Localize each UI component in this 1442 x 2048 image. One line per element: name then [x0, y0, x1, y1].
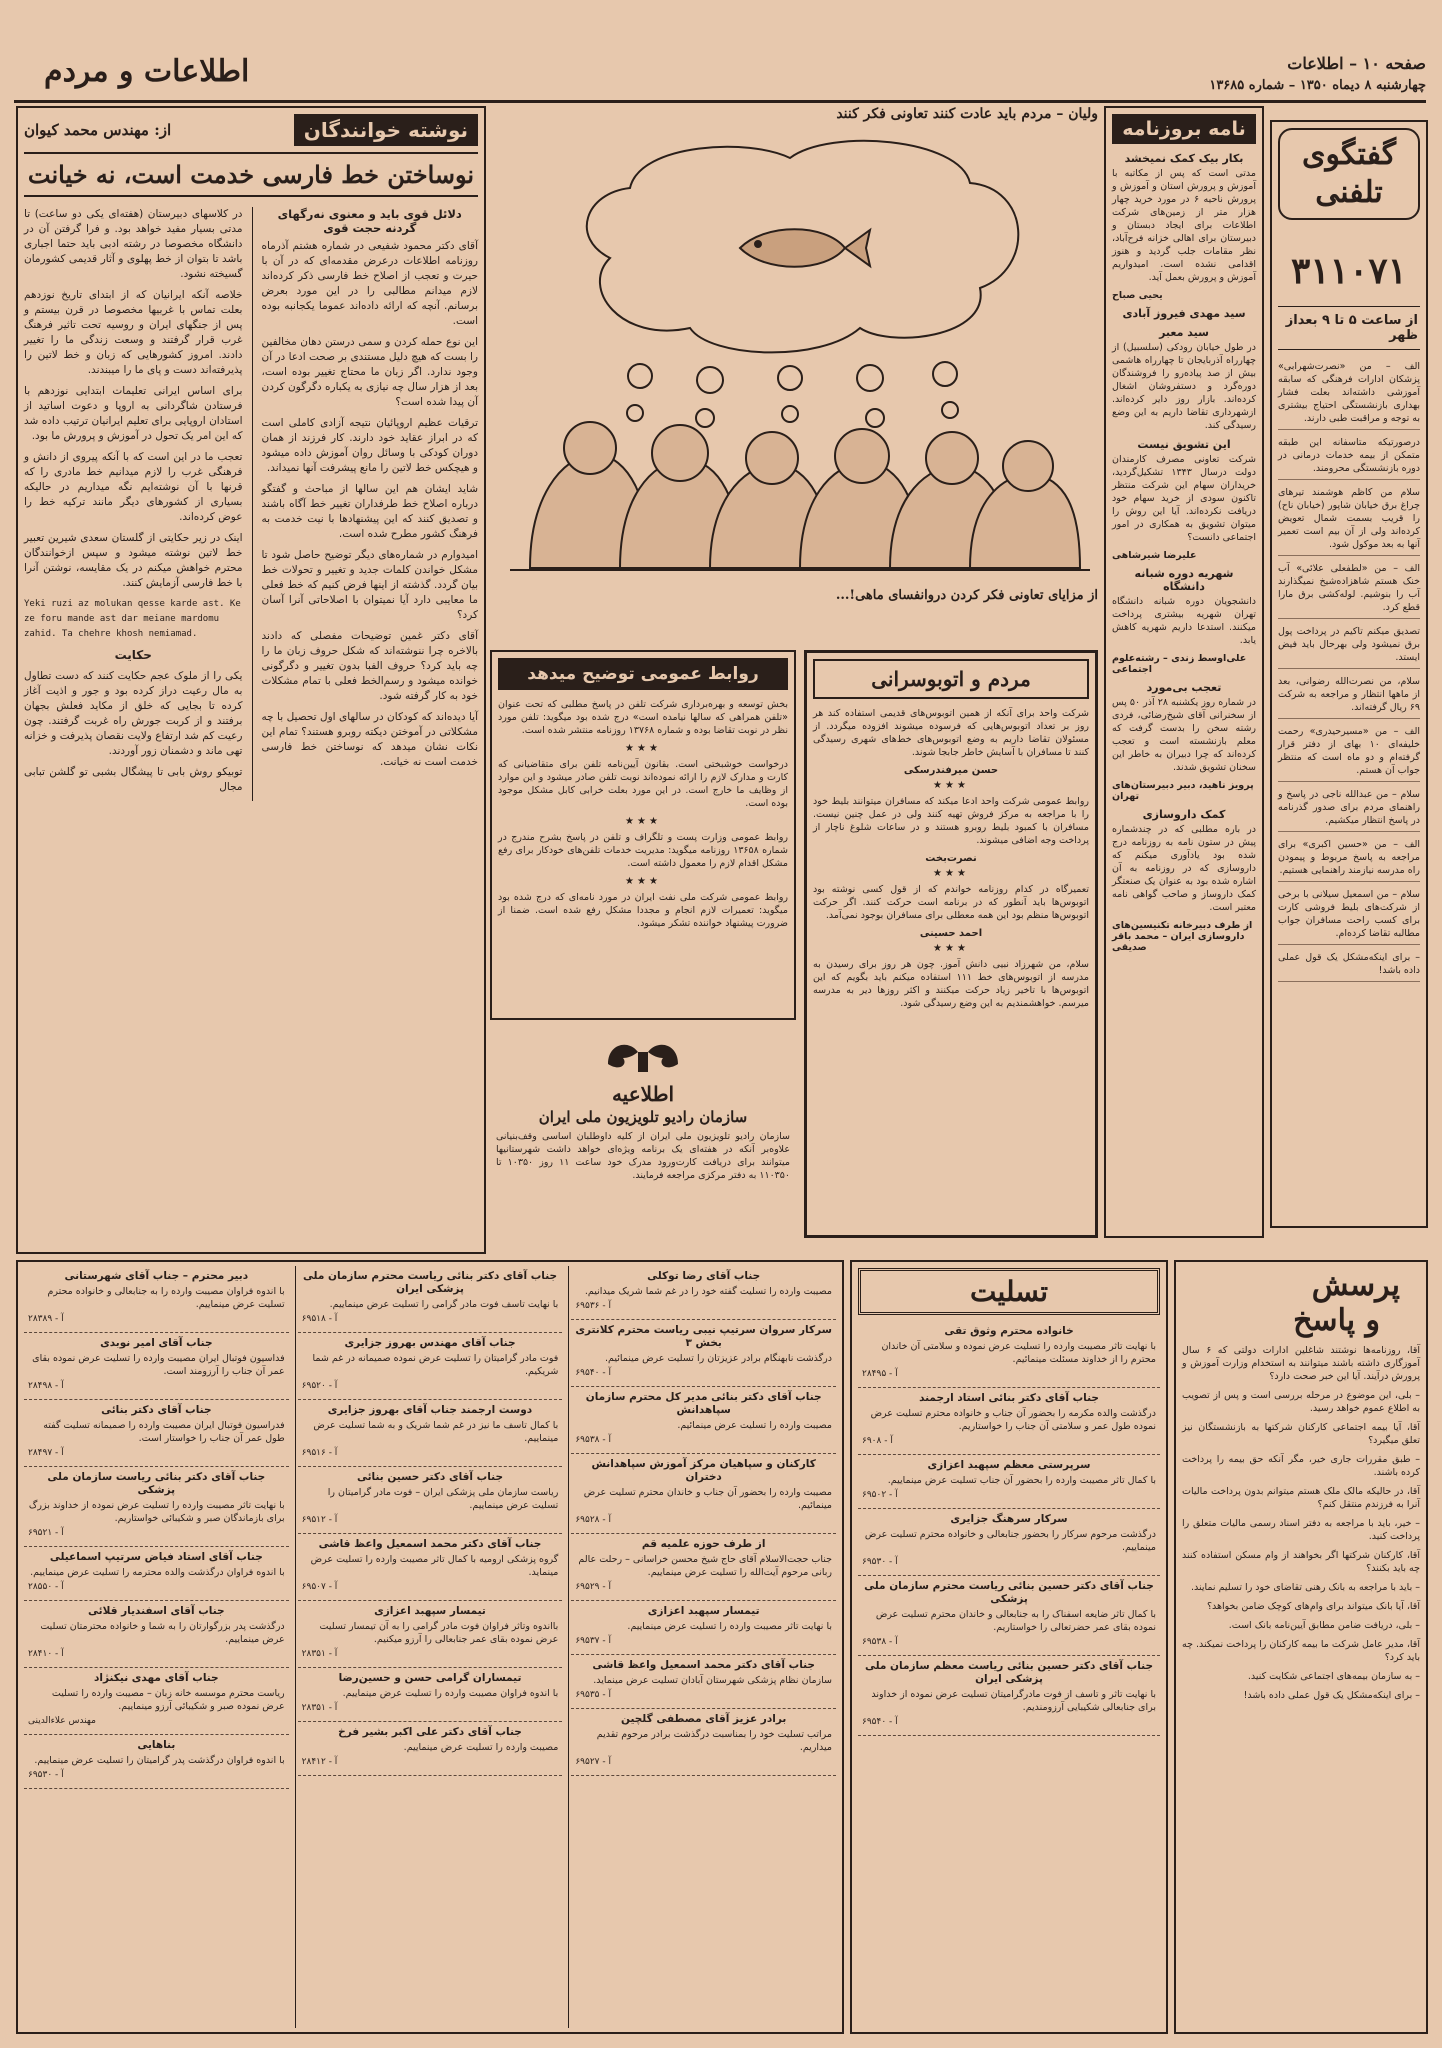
condolence-notice — [24, 1601, 289, 1668]
notice-body: با اندوه فراوان درگذشت پدر گرامیتان را تسلیت عرض مینماییم. — [34, 1755, 285, 1766]
notice-reference: آ - ۲۸۳۸۹ — [27, 1314, 64, 1324]
letter-section — [1112, 808, 1256, 953]
notice-heading: جناب آقای دکتر بنائی مدیر کل محترم سازمان سپاهدانش — [585, 1391, 822, 1416]
notice-reference: آ - ۶۹۵۳۶ — [575, 1301, 611, 1311]
qa-title-line2: و پاسخ — [1293, 1303, 1380, 1338]
notice-body: با اندوه فراوان درگذشت والده محترمه را تسلیت عرض مینماییم. — [30, 1567, 285, 1578]
notice-body: با نهایت تاثر مصیبت وارده را تسلیت عرض مینماییم. — [627, 1621, 832, 1632]
separator-stars: ★★★ — [625, 743, 661, 754]
letter-heading: کمک داروسازی — [1142, 808, 1226, 821]
notice-heading: جناب آقای مهندس بهروز جزایری — [344, 1337, 516, 1349]
notice-body: درگذشت پدر بزرگوارتان را به شما و خانواده محترمتان تسلیت عرض مینماییم. — [40, 1621, 285, 1645]
notice-body: درگذشت والده مکرمه را بحضور آن جناب و خانواده محترم تسلیت عرض نموده طول عمر و سلامتی آن جناب را خواستاریم. — [870, 1408, 1156, 1432]
phone-items — [1278, 360, 1420, 982]
letter-section — [1112, 152, 1256, 301]
qa-item: آقا، در حالیکه مالک ملک هستم میتوانم بدون پرداخت مالیات آنرا به فرزندم منتقل کنم؟ — [1182, 1486, 1420, 1510]
notice-heading: جناب آقای دکتر حسین بنائی — [356, 1471, 504, 1483]
condolence-notice — [571, 1601, 836, 1655]
qa-item: – به سازمان بیمه‌های اجتماعی شکایت کنید. — [1247, 1671, 1420, 1682]
condolence-notice — [858, 1321, 1160, 1388]
separator-stars: ★★★ — [933, 868, 969, 879]
phone-item: الف – من «حسین اکبری» برای مراجعه به پاسخ مربوط و پیمودن راه مدرسه نیازمند راهنمایی هستیم. — [1278, 838, 1420, 882]
reader-paragraph: امیدوارم در شماره‌های دیگر توضیح حاصل شود تا مشکل خواندن کلمات جدید و تغییر و تحولات خط بیان گردد. گذشته از اینها فرض کنیم که خط فعلی ما معایبی دارد آیا نمیتوان با اصلاحاتی آنرا آسان کرد؟ — [261, 549, 478, 621]
notice-body: مراتب تسلیت خود را بمناسبت درگذشت برادر مرحوم تقدیم میداریم. — [596, 1729, 832, 1753]
qa-item: – طبق مقررات جاری خیر، مگر آنکه حق بیمه را پرداخت کرده باشند. — [1182, 1454, 1420, 1478]
notice-body: جناب حجت‌الاسلام آقای حاج شیخ محسن خراسانی – رحلت عالم ربانی مرحوم آیت‌الله را تسلیت عرض مینماییم. — [578, 1554, 832, 1578]
letter-signature: پرویز ناهید، دبیر دبیرستان‌های تهران — [1112, 780, 1254, 802]
notice-reference: آ - ۶۹۵۲۱ — [27, 1528, 64, 1538]
letter-section — [1112, 567, 1256, 675]
notice-reference: آ - ۶۹۵۴۰ — [862, 1717, 898, 1727]
notice-body: درگذشت نابهنگام برادر عزیزتان را تسلیت عرض مینمائیم. — [604, 1353, 832, 1364]
notice-heading: تیمساران گرامی حسن و حسین‌رضا — [338, 1672, 522, 1684]
letter-signature: علی‌اوسط زندی – رشته‌علوم اجتماعی — [1112, 653, 1247, 675]
reader-paragraph: خلاصه آنکه ایرانیان که از ابتدای تاریخ نوزدهم بعلت تماس با غربیها مخصوصا در قرن بیستم و پس از جنگهای ایران و روسیه تحت تاثیر فرهنگ غرب قرار گرفتند و وسعت زندگی ما را تغییر دادند. امروز کشورهایی که زبان و خط لاتین را پذیرفته‌اند دست و پای ما را میبندند. — [24, 289, 243, 376]
condolence-notice — [571, 1266, 836, 1320]
condolence-notices — [858, 1321, 1160, 1736]
bus-items — [813, 707, 1089, 1010]
condolence-notice — [571, 1320, 836, 1387]
phone-item: الف – من «مسیرحیدری» رحمت خلیفه‌ای ۱۰ بهای از دفتر قرار گرفته‌ام و دو ماه است که منتظر جواب آن هستم. — [1278, 725, 1420, 782]
phone-item: سلام، من نصرت‌الله رضوانی، بعد از ماهها انتظار و مراجعه به شرکت ۶۹ ریال گرفته‌اند. — [1278, 675, 1420, 719]
reader-headline: نوساختن خط فارسی خدمت است، نه خیانت — [24, 152, 478, 197]
qa-title-line1: پرسش — [1311, 1268, 1400, 1303]
reader-columns — [24, 207, 478, 801]
notice-reference: آ - ۶۹۵۰۷ — [301, 1582, 338, 1592]
notice-reference: آ - ۲۸۴۱۲ — [301, 1757, 338, 1767]
notice-reference: آ - ۶۹۵۳۵ — [575, 1690, 611, 1700]
notice-heading: از طرف حوزه علمیه قم — [641, 1538, 766, 1550]
qa-item: آقا، آیا بیمه اجتماعی کارکنان شرکتها به بازنشستگان نیز تعلق میگیرد؟ — [1182, 1422, 1420, 1446]
separator-stars: ★★★ — [933, 943, 969, 954]
notice-reference: مهندس علاءالدینی — [27, 1716, 96, 1726]
letter-section — [1112, 438, 1256, 561]
notice-heading: خانواده محترم وثوق تقی — [944, 1325, 1074, 1337]
condolence-notice — [571, 1454, 836, 1534]
notice-body: ریاست سازمان ملی پزشکی ایران – فوت مادر گرامیتان را تسلیت عرض مینماییم. — [327, 1487, 559, 1511]
reader-paragraph: یکی را از ملوک عجم حکایت کنند که دست تطاول به مال رعیت دراز کرده بود و جور و اذیت آغاز کرده تا بجایی که خلق از مکاید فعلش بجهان برفتند و از کربت جورش راه غربت گرفتند. چون رعیت کم شد ارتفاع ولایت نقصان پذیرفت و خزانه تهی ماند و دشمنان زور آوردند. — [24, 670, 243, 757]
reader-paragraph: آیا دیده‌اند که کودکان در سالهای اول تحصیل با چه مشکلاتی در آموختن دیکته روبرو هستند؟ تمام این نکات نشان میدهد که نوساختن خط فارسی خدمت است نه خیانت. — [261, 711, 478, 768]
notice-reference: آ - ۶۹۰۸ — [862, 1436, 893, 1446]
notice-reference: آ - ۲۸۳۵۱ — [301, 1703, 338, 1713]
notice-body: مصیبت وارده را تسلیت عرض مینمائیم. — [677, 1420, 832, 1431]
notice-heading: کارکنان و سپاهیان مرکز آموزش سپاهدانش دختران — [591, 1458, 816, 1483]
notice-body: با اندوه فراوان مصیبت وارده را تسلیت عرض مینماییم. — [342, 1688, 559, 1699]
letter-heading: سید مهدی فیروز آبادی — [1122, 307, 1246, 320]
bus-item: روابط عمومی شرکت واحد ادعا میکند که مسافران میتوانند بلیط خود را با مراجعه به مرکز فروش تهیه کنند ولی در عمل چنین نیست. مسافران با کمبود بلیط روبرو هستند و در ساعات شلوغ ناچار از پرداخت وجه اضافی میشوند. — [813, 796, 1089, 846]
condolence-notice — [298, 1333, 563, 1400]
notice-reference: آ - ۶۹۵۲۹ — [575, 1582, 611, 1592]
letter-heading: بکار بیک کمک نمیخشد — [1124, 152, 1244, 165]
notice-reference: آ - ۶۹۵۱۸ — [301, 1314, 338, 1324]
notice-heading: برادر عزیز آقای مصطفی گلچین — [621, 1713, 787, 1725]
notice-body: درگذشت مرحوم سرکار را بحضور جنابعالی و خانواده محترم تسلیت عرض مینماییم. — [864, 1529, 1156, 1553]
qa-item: آقا، کارکنان شرکتها اگر بخواهند از وام مسکن استفاده کنند چه باید بکنند؟ — [1182, 1550, 1420, 1574]
letter-body: در طول خیابان رودکی (سلسبیل) از چهارراه آذربایجان تا چهارراه هاشمی بیش از صد پیاده‌رو را فروشندگان دوره‌گرد و دستفروشان اشغال کرده‌اند. بازار روز دایر کرده‌اند. ازشهرداری تقاضا داریم به این وضع رسیدگی کند. — [1112, 342, 1256, 431]
reader-left-col — [24, 207, 242, 801]
phone-number: ۳۱۱۰۷۱ — [1290, 250, 1407, 292]
phone-item: الف – من «لطفعلی علائی» آب خنک هستم شاهزاده‌شیخ نمیگذارند آب را بنوشیم. لوله‌کشی برق مارا قطع کرد. — [1278, 562, 1420, 619]
notice-body: گروه پزشکی ارومیه با کمال تاثر مصیبت وارده را تسلیت عرض مینماید. — [310, 1554, 559, 1578]
condolences-grid — [16, 1260, 844, 2034]
notice-heading: دوست ارجمند جناب آقای بهروز جزایری — [327, 1404, 533, 1416]
reader-paragraph: توبیکو روش بابی تا پیشگال بشبی تو گلشن تبابی مجال — [24, 766, 243, 793]
notice-reference: آ - ۲۸۵۵۰ — [27, 1582, 64, 1592]
condolence-notice — [571, 1387, 836, 1454]
condolence-notice — [571, 1709, 836, 1776]
condolence-notice — [858, 1388, 1160, 1455]
letter-body: دانشجویان دوره شبانه دانشگاه تهران شهریه بیشتری پرداخت میکنند. استدعا داریم شهریه کاهش یابد. — [1112, 596, 1256, 646]
letters-title: نامه بروزنامه — [1112, 114, 1256, 144]
notice-body: با نهایت تاثر مصیبت وارده را تسلیت عرض نموده از خداوند بزرگ برای بازماندگان صبر و شکیبائی خواستاریم. — [28, 1500, 285, 1524]
notice-body: مصیبت وارده را بحضور آن جناب و خاندان محترم تسلیت عرض مینمائیم. — [583, 1487, 832, 1511]
notice-body: فداسیون فوتبال ایران مصیبت وارده را تسلیت عرض نموده بقای عمر آن جناب را آرزومند است. — [32, 1353, 285, 1377]
notice-heading: جناب آقای دکتر بنائی — [101, 1404, 212, 1416]
notice-heading: جناب آقای دکتر محمد اسمعیل واعظ قاشی — [318, 1538, 542, 1550]
condolence-notice — [298, 1534, 563, 1601]
letters-column — [1104, 106, 1264, 1238]
letter-signature: یحیی صباح — [1112, 290, 1163, 301]
notice-reference: آ - ۶۹۵۳۸ — [862, 1637, 898, 1647]
pr-item: روابط عمومی وزارت پست و تلگراف و تلفن در پاسخ بشرح مندرج در شماره ۱۳۶۵۸ روزنامه میگوید: مدیریت خدمات تلفن‌های خودکار برای رفع مشکل اقدام لازم را معمول داشته است. — [498, 832, 788, 869]
qa-item: آقا، آیا بانک میتواند برای وام‌های کوچک ضامن بخواهد؟ — [1206, 1601, 1420, 1612]
qa-item: – بلی، این موضوع در مرحله بررسی است و پس از تصویب به اطلاع عموم خواهد رسید. — [1182, 1390, 1420, 1414]
notice-reference: آ - ۶۹۵۲۸ — [575, 1515, 611, 1525]
notice-heading: جناب آقای دکتر حسین بنائی ریاست محترم سازمان ملی پزشکی — [864, 1580, 1154, 1605]
cartoon-caption: از مزایای تعاونی فکر کردن دروانفسای ماهی!... — [835, 588, 1098, 603]
notice-reference: آ - ۲۸۴۱۰ — [27, 1649, 64, 1659]
bus-item-signature: احمد حسینی — [919, 928, 983, 939]
reader-paragraph: آقای دکتر غمین توضیحات مفصلی که دادند بالاخره چرا ننوشته‌اند که شکل حروف زبان ما را چه باید کرد؟ حروف الفبا بدون تغییر و دگرگونی خوانده میشود و رسم‌الخط فعلی با تمام مشکلات خود به کار گرفته شود. — [261, 630, 478, 702]
bus-title: مردم و اتوبوسرانی — [871, 667, 1031, 691]
reader-paragraph: ترقیات عظیم اروپائیان نتیجه آزادی کاملی است که در ابراز عقاید خود دارند. کار فرزند از همان دوران کودکی با وسائل روان آموزش داده میشود و هیچکس خط لاتین را مانع پیشرفت آنها نمیداند. — [261, 417, 478, 474]
condolence-notice — [24, 1668, 289, 1735]
pr-item: درخواست خوشبختی است. بقانون آیین‌نامه تلفن برای متقاضیانی که کارت و مدارک لازم را ارائه نموده‌اند نوبت تلفن صادر میشود و این موارد از وظایف ما خارج است. در این مورد بعلت خرابی کابل مشکل موجود بوده است. — [498, 759, 788, 809]
phone-title-line2: تلفنی — [1315, 175, 1383, 210]
notice-heading: جناب آقای دکتر بنائی استاد ارجمند — [919, 1392, 1099, 1404]
cartoon-block — [490, 106, 1098, 626]
notice-reference: آ - ۶۹۵۳۰ — [862, 1557, 898, 1567]
pr-items — [498, 698, 788, 930]
notice-body: با کمال تاثر مصیبت وارده را بحضور آن جناب تسلیت عرض مینماییم. — [887, 1475, 1156, 1486]
bus-item: شرکت واحد برای آنکه از همین اتوبوس‌های قدیمی استفاده کند هر روز بر تعداد اتوبوس‌هایی که فرسوده میشوند افزوده میگردد. از مسئولان تقاضا داریم به وضع اتوبوس‌های خط‌های شهری رسیدگی کنند تا مسافران با آسایش خاطر جابجا شوند. — [813, 708, 1089, 758]
notice-body: سازمان نظام پزشکی شهرستان آبادان تسلیت عرض مینماید. — [593, 1675, 832, 1686]
letter-heading: شهریه دوره شبانه دانشگاه — [1134, 567, 1234, 593]
notice-heading: جناب آقای رضا توکلی — [647, 1270, 761, 1282]
notice-body: فدراسیون فوتبال ایران مصیبت وارده را صمیمانه تسلیت گفته طول عمر آن جناب را خواستار است. — [43, 1420, 285, 1444]
qa-item: – بلی، دریافت ضامن مطابق آیین‌نامه بانک است. — [1228, 1620, 1420, 1631]
notice-heading: جناب آقای مهدی نیکنژاد — [94, 1672, 219, 1684]
phone-item: تصدیق میکنم تاکیم در پرداخت پول برق نمیشود ولی بهرحال باید فیض ایستد. — [1278, 625, 1420, 669]
qa-item: – باید با مراجعه به بانک رهنی تقاضای خود را تسلیم نمایند. — [1191, 1582, 1420, 1593]
notice-heading: تیمسار سپهبد اعزازی — [647, 1605, 760, 1617]
reader-paragraph: تعجب ما در این است که با آنکه پیروی از دانش و فرهنگی غرب را لازم میدانیم خط مادری را که قرنها با آن نوشته‌ایم نگه میداریم در حالیکه بسیاری از کشورهای دیگر مانند ترکیه خط را عوض کرده‌اند. — [24, 451, 243, 523]
notice-reference: آ - ۶۹۵۳۸ — [575, 1435, 611, 1445]
condolence-notice — [298, 1266, 563, 1333]
notice-heading: تیمسار سپهبد اعزازی — [374, 1605, 486, 1617]
letter-heading: این تشویق نیست — [1137, 438, 1231, 451]
page-number-line: صفحه ۱۰ – اطلاعات — [1287, 54, 1426, 73]
condolence-notice — [24, 1547, 289, 1601]
separator-stars: ★★★ — [625, 816, 661, 827]
notice-heading: جناب آقای دکتر محمد اسمعیل واعظ قاشی — [592, 1659, 815, 1671]
pr-title: روابط عمومی توضیح میدهد — [498, 658, 788, 690]
public-relations — [490, 650, 796, 1020]
condolence-grid-column — [568, 1266, 838, 2028]
pr-item: روابط عمومی شرکت ملی نفت ایران در مورد نامه‌ای که درج شده بود میگوید: تعمیرات لازم انجام و مجددا مشکل رفع شده است. ضمنا از ضرورت پیشنهاد خواننده تشکر میشود. — [498, 892, 788, 929]
condolence-notice — [24, 1467, 289, 1547]
letter-heading: سید معبر — [1159, 326, 1209, 339]
condolence-notice — [571, 1534, 836, 1601]
notice-reference: آ - ۶۹۵۴۰ — [575, 1368, 611, 1378]
radio-notice — [490, 1028, 796, 1238]
letter-section — [1112, 307, 1256, 320]
condolence-notice — [24, 1735, 289, 1789]
phone-item: درصورتیکه متاسفانه این طبقه متمکن از بیمه خدمات درمانی در دوره بازنشستگی محرومند. — [1278, 436, 1420, 480]
letter-body: در شماره روز یکشنبه ۲۸ آذر ۵۰ پس از سخنرانی آقای شیخ‌رضائی، فردی رشته سخن را بدست گرفت که معلم بازنشسته است و تعجب کرده‌اند که چرا دبیران به خاطر این سخنان تشویق شدند. — [1112, 697, 1257, 773]
condolence-grid-column — [22, 1266, 291, 2028]
notice-reference: آ - ۶۹۵۰۲ — [862, 1490, 898, 1500]
notice-body: با کمال تاسف ما نیز در غم شما شریک و به شما تسلیت عرض مینماییم. — [313, 1420, 559, 1444]
notice-heading: سرکار سروان سرتیپ نیبی ریاست محترم کلانتری بخش ۳ — [575, 1324, 832, 1349]
bus-item-signature: حسن میرفندرسکی — [903, 765, 999, 776]
reader-paragraph: Yeki ruzi az molukan qesse karde ast. Ke ze foru mande ast dar meiane mardomu zahid. Ta chehre khosh nemiamad. — [24, 599, 241, 639]
notice-heading: بناهایی — [137, 1739, 176, 1751]
notice-heading: جناب آقای دکتر حسین بنائی ریاست معظم سازمان ملی پزشکی ایران — [864, 1660, 1154, 1685]
letter-body: شرکت تعاونی مصرف کارمندان دولت درسال ۱۳۴۳ تشکیل‌گردید، خریداران سهام این شرکت منتظر تاکنون سودی از خرید سهام خود دریافت نکرده‌اند. آیا این روش را میتوان تشویق به همکاری در امور اجتماعی دانست؟ — [1112, 454, 1257, 543]
notice-reference: آ - ۶۹۵۳۷ — [575, 1636, 611, 1646]
reader-paragraph: آقای دکتر محمود شفیعی در شماره هشتم آذرماه روزنامه اطلاعات درعرض مقدمه‌ای که در آن با حیرت و تعجب از اصلاح خط فارسی ذکر کرده‌اند لازم میدانم مطالبی را در این مورد بعرض برسانم. آنچه که ارائه داده‌اند عموما یکجانبه بوده است. — [261, 240, 478, 327]
bus-item-signature: نصرت‌بخت — [925, 853, 977, 864]
notice-body: مصیبت وارده را تسلیت گفته خود را در غم شما شریک میدانیم. — [584, 1286, 832, 1297]
notice-body: با کمال تاثر ضایعه اسفناک را به جنابعالی و خاندان محترم تسلیت عرض نموده بقای عمر حضرتعالی را خواستاریم. — [875, 1609, 1156, 1633]
phone-item: سلام من کاظم هوشمند تیرهای چراغ برق خیابان شاپور (خیابان ناح) را قریب بسمت شمال تعویض کرده‌اند ولی از آن بیم است تعمیر آنها به بعد موکول شود. — [1278, 486, 1420, 556]
condolence-notice — [298, 1400, 563, 1467]
condolences-main — [850, 1260, 1168, 2034]
notice-body: با نهایت تاسف فوت مادر گرامی را تسلیت عرض مینماییم. — [329, 1299, 559, 1310]
condolence-notice — [298, 1467, 563, 1534]
qa-item: آقا، مدیر عامل شرکت ما بیمه کارکنان را پرداخت نمیکند. چه باید کرد؟ — [1182, 1639, 1420, 1663]
radio-title: اطلاعیه — [611, 1082, 675, 1106]
phone-title-box — [1278, 128, 1420, 220]
condolence-notice — [24, 1400, 289, 1467]
condolence-notice — [298, 1668, 563, 1722]
fish-icon — [740, 229, 870, 267]
notice-heading: جناب آقای استاد فیاض سرتیپ اسماعیلی — [49, 1551, 263, 1563]
condolence-notice — [858, 1455, 1160, 1509]
radio-text: سازمان رادیو تلویزیون ملی ایران از کلیه داوطلبان اساسی وقف‌بنیانی علاوه‌بر آنکه در هفته‌ای یک برنامه ویژه‌ای خواهد داشت شهرستانیها میتوانند برای دریافت کارت‌ورود مدرک خود ساعت ۱۱ روز ۱۰۳۵۰ تا ۱۱۰۳۵۰ به دفتر مرکزی مراجعه فرمایند. — [496, 1131, 790, 1181]
reader-right-col — [252, 207, 478, 801]
letters-sections — [1112, 152, 1256, 953]
emblem-icon — [598, 1034, 688, 1078]
letter-signature: از طرف دبیرخانه تکنیسین‌های داروسازی ایران – محمد باقر صدیقی — [1112, 920, 1253, 953]
notice-body: با اندوه فراوان مصیبت وارده را به جنابعالی و خانواده محترم تسلیت عرض مینماییم. — [47, 1286, 285, 1310]
bus-item: سلام، من شهرزاد نبیی دانش آموز. چون هر روز برای رسیدن به مدرسه از اتوبوس‌های خط ۱۱۱ استفاده میکنم باید بگویم که این اتوبوس‌ها با تاخیر زیاد حرکت میکنند و اکثر روزها دیر به مدرسه میرسم. خواهشمندیم به این وضع رسیدگی شود. — [813, 959, 1090, 1009]
notice-body: بااندوه وتاثر فراوان فوت مادر گرامی را به آن تیمسار تسلیت عرض نموده بقای عمر جنابعالی را آرزو میکنیم. — [319, 1621, 559, 1645]
notice-body: با نهایت تاثر و تاسف از فوت مادرگرامیتان تسلیت عرض نموده از خداوند برای جنابعالی شکیبایی آرزومندیم. — [871, 1689, 1156, 1713]
reader-subhead: حکایت — [114, 648, 152, 662]
letter-body: در باره مطلبی که در چندشماره پیش در ستون نامه به روزنامه درج شده بود یادآوری میکنم که داروسازی که در روزنامه به آن اشاره شده بود به عنوان یک صنعتگر کمک داروساز و صاحب گواهی نامه معتبر است. — [1112, 824, 1256, 913]
notice-body: با نهایت تاثر مصیبت وارده را تسلیت عرض نموده و سلامتی آن خاندان محترم را از خداوند مسئلت مینمائیم. — [881, 1341, 1156, 1365]
cartoon-headline: ولیان – مردم باید عادت کنند تعاونی فکر کنند — [836, 106, 1098, 122]
reader-article — [16, 106, 486, 1254]
condolence-notice — [24, 1266, 289, 1333]
condolence-notice — [571, 1655, 836, 1709]
phone-item: الف – من «نصرت‌شهرابی» پزشکان ادارات فرهنگی که سابقه آموزشی داشته‌اند بعلت فشار بهداری بازنشستگی احتیاج بیشتری به توجه و مراقبت طبی دارند. — [1278, 360, 1420, 430]
notice-heading: جناب آقای امیر نوبدی — [100, 1337, 213, 1349]
qa-item: – برای اینکه‌مشکل یک قول عملی داده باشد! — [1243, 1690, 1420, 1701]
notice-reference: آ - ۶۹۵۳۰ — [27, 1770, 64, 1780]
condolence-grid-column — [295, 1266, 565, 2028]
notice-heading: جناب آقای دکتر بنائی ریاست محترم سازمان ملی پزشکی ایران — [302, 1270, 558, 1295]
condolences-title: تسلیت — [970, 1275, 1048, 1308]
notice-reference: آ - ۲۸۴۹۸ — [27, 1381, 64, 1391]
notice-reference: آ - ۲۸۴۹۷ — [27, 1448, 64, 1458]
letter-body: مدتی است که پس از مکاتبه با آموزش و پرورش استان و آموزش و پرورش ناحیه ۶ در مورد خرید چهار هزار متر از زمین‌های شرکت اطلاعات برای ایجاد دبستان و دبیرستان برای اهالی خزانه فرح‌آباد، نظر مقامات جلب گردید و هنوز اقدامی نشده است. امیدواریم آموزش و پرورش بعمل آید. — [1112, 168, 1256, 283]
qa-items — [1182, 1344, 1420, 1702]
phone-column — [1270, 120, 1428, 1228]
reader-paragraph: در کلاسهای دبیرستان (هفته‌ای یکی دو ساعت) تا مدتی بسیار مفید خواهد بود. و فرا گرفتن آن در دانشگاه مخصوصا در رشته ادبی باید حتما اجباری باشد تا بتوان از خط پهلوی و آثار قدیمی کشورمان گسیخته نشود. — [24, 208, 243, 280]
qa-column — [1174, 1260, 1428, 2034]
notice-heading: دبیر محترم – جناب آقای شهرستانی — [64, 1270, 249, 1282]
notice-body: مصیبت وارده را تسلیت عرض مینماییم. — [403, 1742, 559, 1753]
condolence-notice — [24, 1333, 289, 1400]
phone-item: – برای اینکه‌مشکل یک قول عملی داده باشد! — [1278, 951, 1420, 982]
reader-subhead: دلائل قوی باید و معنوی نه‌رگهای گردنه حجت قوی — [277, 207, 462, 235]
notice-heading: جناب آقای دکتر علی اکبر بشیر فرخ — [338, 1726, 522, 1738]
separator-stars: ★★★ — [625, 876, 661, 887]
masthead-rule — [14, 100, 1426, 103]
qa-item: آقا، روزنامه‌ها نوشتند شاغلین ادارات دولتی که ۶ سال آموزگاری داشته باشند میتوانند به استخدام وزارت آموزش و پرورش درآیند. آیا این خبر صحت دارد؟ — [1182, 1345, 1420, 1382]
date-line: چهارشنبه ۸ دیماه ۱۳۵۰ – شماره ۱۳۶۸۵ — [1209, 78, 1426, 93]
notice-reference: آ - ۲۸۴۹۵ — [862, 1369, 898, 1379]
letter-section — [1112, 681, 1256, 802]
condolence-notice — [858, 1509, 1160, 1576]
qa-item: – خیر، باید با مراجعه به دفتر اسناد رسمی مالیات متعلق را پرداخت کنید. — [1182, 1518, 1420, 1542]
section-title: اطلاعات و مردم — [44, 54, 250, 89]
people-bus — [804, 650, 1098, 1238]
condolences-grid-cols — [22, 1266, 838, 2028]
phone-item: سلام – من اسمعیل سیلانی با برخی از شرکت‌های بلیط فروشی کارت برای کسب راحت مسافران جواب مطالبه تقاضا کرده‌ام. — [1278, 888, 1420, 945]
reader-paragraph: این نوع حمله کردن و سمی درستن دهان مخالفین را بست که هیچ دلیل مستندی بر صحت ادعا در آن وجود ندارد. اگر زبان ما محتاج تغییر بوده است، بعد از هزار سال چه نیازی به یکباره دگرگون کردن آن پیدا شده است؟ — [261, 336, 478, 408]
phone-item: سلام – من عبدالله ناجی در پاسخ و راهنمای مردم برای صدور گذرنامه در پاسخ انتظار میکشیم. — [1278, 788, 1420, 832]
pr-item: بخش توسعه و بهره‌برداری شرکت تلفن در پاسخ مطلبی که تحت عنوان «تلفن همراهی که سالها نیامده است» درج شده بود میگوید: تلفن مورد نظر در نوبت تقاضا بوده و شماره ۱۳۷۶۸ روزنامه منتشر شده است. — [498, 699, 788, 736]
notice-heading: جناب آقای اسفندیار قلائی — [88, 1605, 225, 1617]
reader-author: از: مهندس محمد کیوان — [24, 121, 172, 139]
reader-kicker: نوشته خوانندگان — [294, 114, 478, 146]
notice-body: ریاست محترم موسسه خانه زبان – مصیبت وارده را تسلیت عرض نموده صبر و شکیبائی آرزو مینماییم. — [51, 1688, 285, 1712]
bus-title-box — [813, 659, 1089, 699]
radio-subtitle: سازمان رادیو تلویزیون ملی ایران — [538, 1108, 748, 1126]
letter-section — [1112, 326, 1256, 432]
condolences-title-box — [858, 1268, 1160, 1315]
letter-signature: علیرضا شیرشاهی — [1112, 550, 1197, 561]
reader-paragraph: شاید ایشان هم این سالها از مباحث و گفتگو درباره اصلاح خط طرفداران تغییر خط آگاه باشند و تصدیق کنند که این پیشنهادها با نیت خدمت به فرهنگ کشور مطرح شده است. — [261, 483, 478, 540]
masthead — [14, 14, 1426, 102]
reader-paragraph: اینک در زیر حکایتی از گلستان سعدی شیرین تعبیر خط لاتین نوشته میشود و سپس ازخوانندگان محترم خواهش میکنم در یک مقایسه، نوشتن آنرا با خط فارسی آزمایش کنند. — [24, 532, 243, 589]
notice-reference: آ - ۶۹۵۲۷ — [575, 1757, 611, 1767]
condolence-notice — [858, 1576, 1160, 1656]
reader-article-head — [24, 114, 478, 146]
notice-heading: سرکار سرهنگ جزایری — [950, 1513, 1068, 1525]
notice-reference: آ - ۶۹۵۱۶ — [301, 1448, 338, 1458]
phone-hours: از ساعت ۵ تا ۹ بعداز ظهر — [1278, 306, 1420, 350]
separator-stars: ★★★ — [933, 780, 969, 791]
reader-paragraph: برای اساس ایرانی تعلیمات ابتدایی نوزدهم با فرستادن شاگردانی به اروپا و دعوت اساتید از استادان اروپایی برای تعلیم ایرانیان ترتیب داده شد که این امر یک تحول در آموزش و پرورش ما بود. — [24, 385, 243, 442]
condolence-notice — [858, 1656, 1160, 1736]
notice-reference: آ - ۲۸۳۵۱ — [301, 1649, 338, 1659]
letter-heading: تعجب بی‌مورد — [1146, 681, 1222, 694]
condolence-notice — [298, 1601, 563, 1668]
condolence-notice — [298, 1722, 563, 1776]
phone-title-line1: گفتگوی — [1301, 137, 1397, 172]
bus-item: تعمیرگاه در کدام روزنامه خواندم که از قول کسی نوشته بود اتوبوس‌ها باید آنطور که در برنامه است حرکت کنند. اگر حرکت اتوبوس‌ها منظم بود این همه معطلی برای مسافران بوجود نمی‌آمد. — [813, 884, 1089, 921]
notice-heading: سرپرستی معظم سپهبد اعزازی — [927, 1459, 1091, 1471]
notice-reference: آ - ۶۹۵۲۰ — [301, 1381, 338, 1391]
cartoon-illustration — [490, 128, 1098, 588]
notice-heading: جناب آقای دکتر بنائی ریاست سازمان ملی پزشکی — [47, 1471, 266, 1496]
notice-body: فوت مادر گرامیتان را تسلیت عرض نموده صمیمانه در غم شما شریکیم. — [312, 1353, 559, 1377]
notice-reference: آ - ۶۹۵۱۲ — [301, 1515, 338, 1525]
